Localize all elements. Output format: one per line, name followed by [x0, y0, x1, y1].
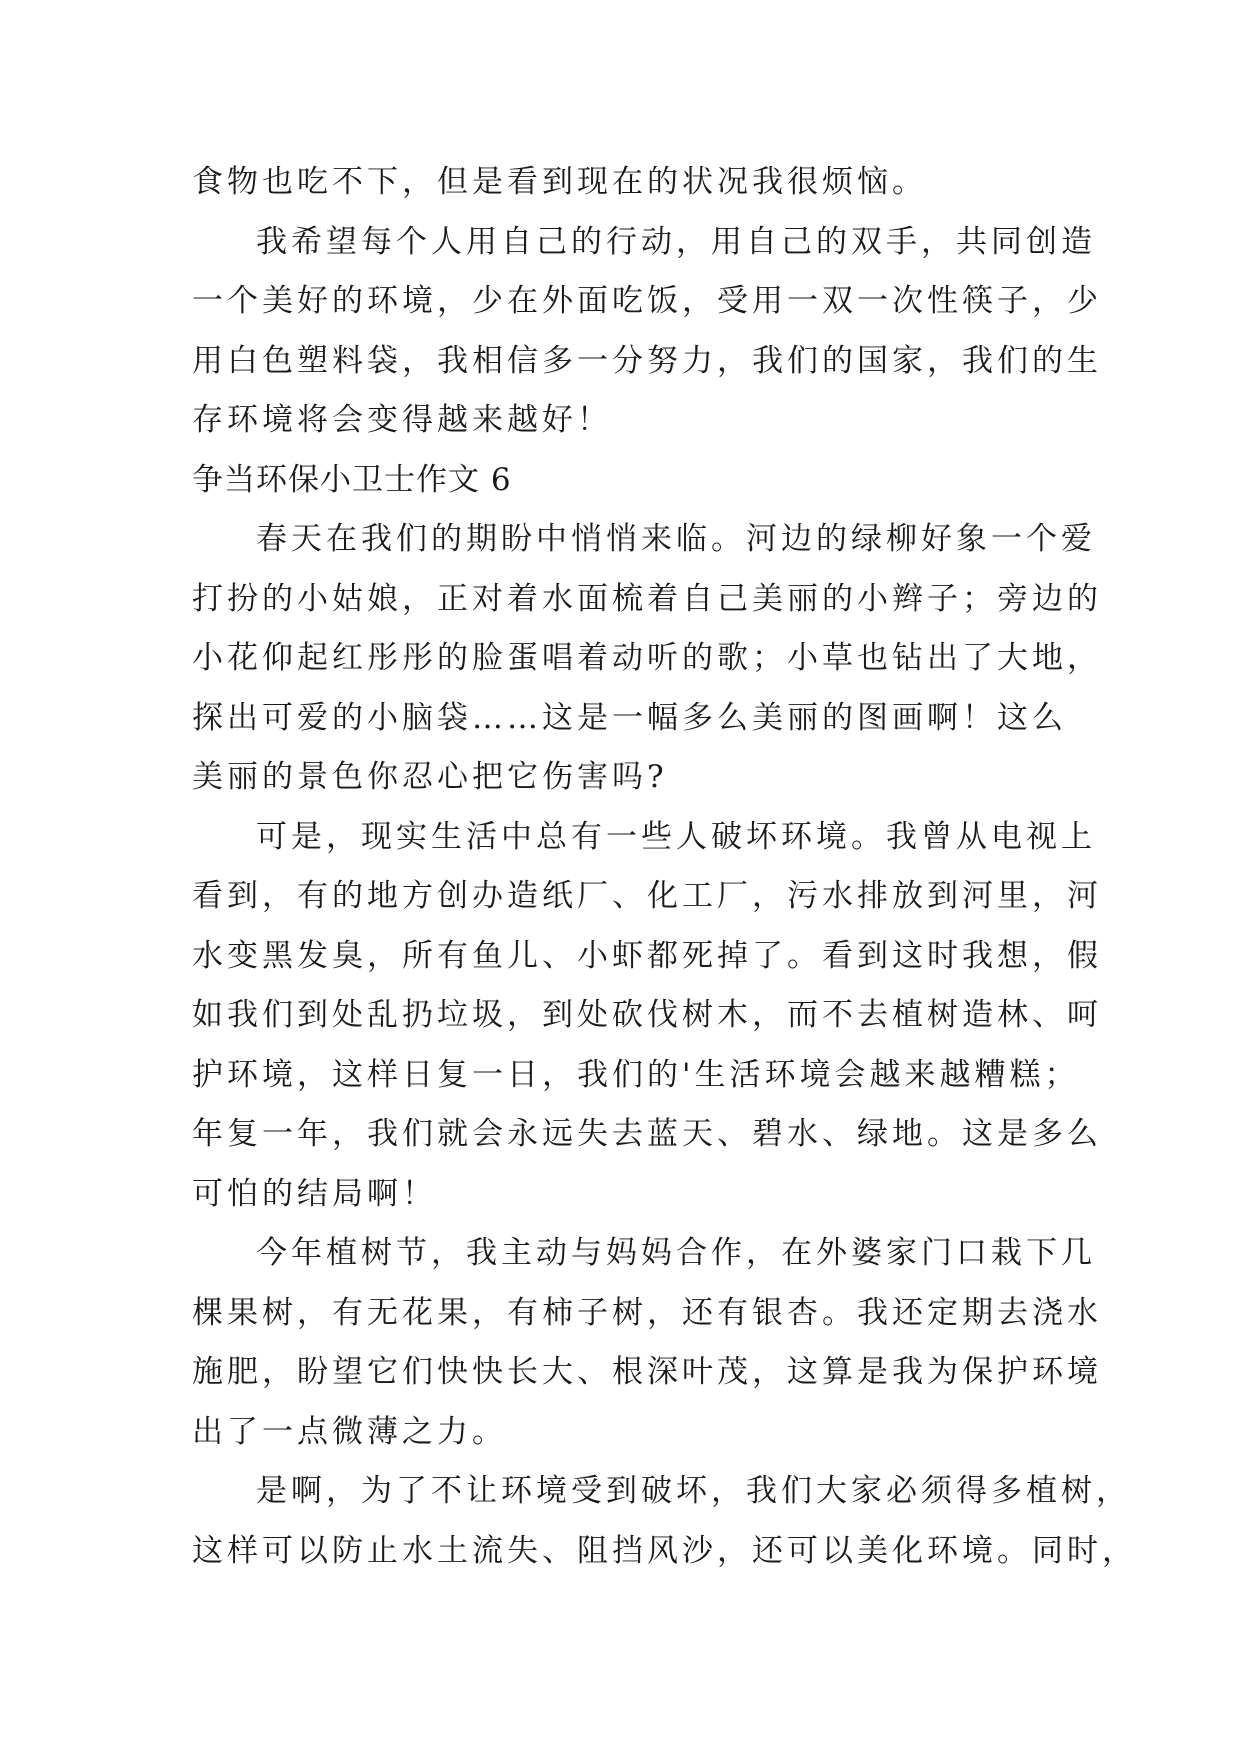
text-line: 年复一年，我们就会永远失去蓝天、碧水、绿地。这是多么 — [192, 1116, 1102, 1152]
text-line: 今年植树节，我主动与妈妈合作，在外婆家门口栽下几 — [256, 1235, 1096, 1271]
text-line: 食物也吃不下，但是看到现在的状况我很烦恼。 — [192, 164, 927, 200]
text-line: 水变黑发臭，所有鱼儿、小虾都死掉了。看到这时我想，假 — [192, 937, 1102, 974]
text-line: 看到，有的地方创办造纸厂、化工厂，污水排放到河里，河 — [192, 878, 1102, 914]
text-line: 我希望每个人用自己的行动，用自己的双手，共同创造 — [256, 223, 1096, 260]
text-line: 探出可爱的小脑袋……这是一幅多么美丽的图画啊！这么 — [192, 699, 1067, 736]
essay-body — [192, 162, 1137, 1590]
text-line: 护环境，这样日复一日，我们的'生活环境会越来越糟糕； — [192, 1056, 1080, 1093]
text-line: 可怕的结局啊！ — [192, 1175, 437, 1212]
text-line: 美丽的景色你忍心把它伤害吗? — [192, 759, 668, 795]
text-line: 一个美好的环境，少在外面吃饭，受用一双一次性筷子，少 — [192, 283, 1102, 319]
section-heading: 争当环保小卫士作文 6 — [192, 461, 512, 498]
text-line: 春天在我们的期盼中悄悄来临。河边的绿柳好象一个爱 — [256, 521, 1096, 557]
text-line: 存环境将会变得越来越好！ — [192, 402, 612, 438]
text-line: 如我们到处乱扔垃圾，到处砍伐树木，而不去植树造林、呵 — [192, 997, 1102, 1033]
text-line: 施肥，盼望它们快快长大、根深叶茂，这算是我为保护环境 — [192, 1354, 1102, 1390]
text-line: 用白色塑料袋，我相信多一分努力，我们的国家，我们的生 — [192, 342, 1102, 379]
text-line: 小花仰起红彤彤的脸蛋唱着动听的歌；小草也钻出了大地， — [192, 640, 1102, 676]
text-line: 可是，现实生活中总有一些人破坏环境。我曾从电视上 — [256, 818, 1096, 855]
text-line: 棵果树，有无花果，有柿子树，还有银杏。我还定期去浇水 — [192, 1294, 1102, 1331]
text-line: 这样可以防止水土流失、阻挡风沙，还可以美化环境。同时， — [192, 1532, 1137, 1569]
text-line: 出了一点微薄之力。 — [192, 1413, 507, 1450]
text-line: 是啊，为了不让环境受到破坏，我们大家必须得多植树， — [256, 1473, 1131, 1509]
text-line: 打扮的小姑娘，正对着水面梳着自己美丽的小辫子；旁边的 — [192, 580, 1102, 617]
